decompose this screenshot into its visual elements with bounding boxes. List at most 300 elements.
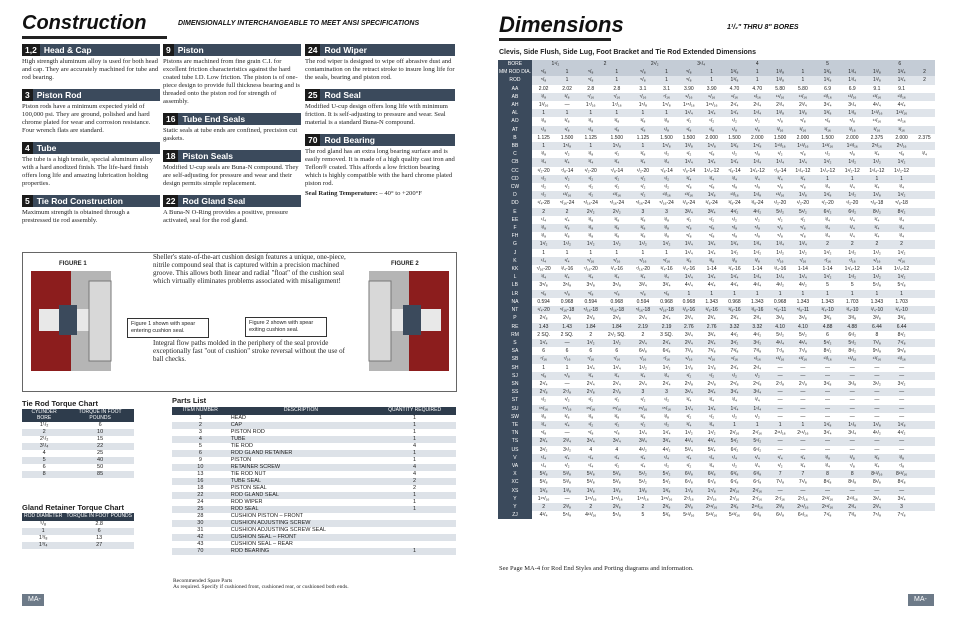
- dimension-value: ¹/₂: [754, 413, 760, 420]
- dimension-label: VA: [498, 462, 532, 470]
- section-heading: [305, 134, 455, 146]
- dimension-value: ³/₈: [889, 454, 914, 462]
- table-row: [172, 506, 456, 513]
- table-cell: 1: [413, 456, 417, 463]
- dimension-label: ROD: [498, 76, 532, 84]
- table-row: [172, 478, 456, 485]
- parts-note-2: As required. Specify if cushioned front, cushioned rear, or cushioned both ends.: [173, 584, 349, 590]
- table-cell: RETAINER SCREW: [229, 464, 373, 471]
- table-cell: 1³/₈: [38, 534, 48, 541]
- dimension-row: [498, 76, 935, 84]
- dimension-value: 1³/₈: [791, 109, 816, 117]
- table-row: [172, 548, 456, 555]
- dimension-value: 2¹¹/₁₆: [774, 430, 786, 437]
- section-heading: [163, 113, 301, 125]
- dimension-value: 3¹/₄: [724, 388, 745, 396]
- dimension-value: 1: [840, 290, 865, 298]
- dimension-value: ¹/₂: [631, 191, 655, 199]
- dimension-value: 8¹³/₁₆: [889, 470, 914, 478]
- dimension-value: 1¹/₄-12: [704, 167, 720, 174]
- dimension-value: 4¹/₄: [791, 339, 816, 347]
- dimension-value: —: [815, 437, 840, 445]
- dimension-value: 2: [840, 240, 865, 248]
- dimension-value: 2³/₄: [730, 315, 739, 322]
- dimension-value: 1¹/₈: [791, 191, 816, 199]
- dimension-value: ¹/₂: [800, 216, 806, 223]
- dimension-value: 6¹/₈: [776, 512, 785, 519]
- dimension-value: [914, 281, 935, 289]
- dimension-value: 1³/₄: [791, 240, 816, 248]
- dimension-value: ³/₄: [699, 421, 724, 429]
- dimension-value: 6: [826, 331, 829, 338]
- dimension-value: 6: [589, 348, 593, 355]
- dimension-value: ¹/₂: [541, 397, 547, 404]
- figure-1: [29, 261, 119, 381]
- dimension-value: 3: [655, 208, 679, 216]
- dimension-value: ¹/₂: [532, 191, 555, 199]
- dimension-value: ⁵/₈: [731, 184, 738, 191]
- dimension-value: 2¹/₄: [539, 380, 548, 387]
- dimension-value: ³/₈: [614, 233, 620, 240]
- dimension-value: 3.90: [683, 85, 694, 92]
- dimension-value: ¹³/₁₆: [770, 355, 791, 363]
- dimension-value: 4¹/₂: [639, 446, 647, 453]
- section-heading: [22, 44, 160, 56]
- dimension-value: ¹/₂: [686, 413, 692, 420]
- dimension-value: 1.343: [870, 298, 884, 305]
- dimension-value: 1³/₄: [889, 76, 914, 84]
- table-row: [172, 527, 456, 534]
- dimension-value: [914, 364, 935, 372]
- dimension-value: ¹/₂: [579, 175, 603, 183]
- dimension-value: ¹/₂: [564, 462, 570, 469]
- dimension-value: ³/₈: [541, 413, 547, 420]
- table-cell: 4: [413, 442, 417, 449]
- dimension-value: ¹/₂: [699, 372, 724, 380]
- dimension-value: ⁵/₈: [800, 151, 806, 158]
- dimension-value: ³/₄: [603, 372, 632, 380]
- dimension-value: 1: [665, 249, 668, 256]
- dimension-value: [914, 167, 935, 175]
- dimension-value: 2¹/₄: [631, 339, 655, 347]
- dimension-value: ⁷/₈-14: [728, 167, 741, 174]
- dimension-value: ³/₄: [754, 462, 760, 469]
- dimension-label: SA: [498, 347, 532, 355]
- table-cell: 1: [413, 498, 417, 505]
- dimension-value: 1.500: [560, 134, 574, 141]
- dimension-value: 2.19: [655, 323, 679, 331]
- table-row: [172, 415, 456, 422]
- dimension-value: ¹/₄: [724, 454, 745, 462]
- dimension-value: ¹/₂: [555, 175, 579, 183]
- table-row: [22, 542, 134, 549]
- dimension-value: ⁷/₁₆-20: [536, 266, 551, 273]
- dimension-value: 1¹/₂-12: [844, 167, 860, 174]
- dimension-label: D: [498, 191, 532, 199]
- dimension-value: 2⁷/₈: [555, 388, 579, 396]
- dimension-value: 6.9: [824, 85, 832, 92]
- dimension-value: 6⁹/₁₆: [797, 512, 808, 519]
- section-number: 18: [163, 150, 178, 162]
- dimension-value: 3³/₄: [655, 437, 679, 445]
- dimension-value: 1¹/₄: [724, 109, 745, 117]
- dimension-value: ³/₄: [631, 372, 655, 380]
- column-header: DESCRIPTION: [229, 407, 373, 415]
- dimension-value: ⁵/₈: [777, 184, 783, 191]
- dimension-value: ⁵/₈: [603, 290, 632, 298]
- dimension-value: 4¹/₄: [684, 282, 693, 289]
- dimension-label: LB: [498, 281, 532, 289]
- dimension-value: 4³/₄: [678, 437, 699, 445]
- dimension-value: 3³/₄: [699, 208, 724, 216]
- table-row: [22, 471, 134, 478]
- table-row: [172, 485, 456, 492]
- dimension-value: ⁵/₁₆-24: [635, 200, 651, 207]
- dimension-value: [914, 126, 935, 134]
- dimension-value: 4¹/₂: [873, 430, 881, 437]
- dimension-value: ⁷/₈-14: [773, 167, 787, 174]
- dimension-value: 2: [865, 240, 890, 248]
- dimension-value: 1¹/₄: [612, 364, 621, 371]
- dimension-value: 1¹/₈: [815, 191, 840, 199]
- dimension-value: ³/₄: [699, 175, 724, 183]
- dimension-value: ¹/₂: [686, 118, 692, 125]
- dimension-value: —: [564, 430, 570, 437]
- dimension-value: 2⁷/₈: [798, 380, 807, 387]
- dimension-value: ⁵/₈: [898, 151, 905, 158]
- table-cell: TUBE: [229, 436, 373, 443]
- seal-temperature-value: – 40° to +200°F: [379, 190, 422, 197]
- section-text: Static seals at tube ends are confined, precision cut gaskets.: [163, 127, 298, 142]
- dimension-value: —: [849, 413, 855, 420]
- page-subtitle: DIMENSIONALLY INTERCHANGEABLE TO MEET ANSI SPECIFICATIONS: [178, 20, 420, 27]
- dimensions-note: See Page MA-4 for Rod End Styles and Porting diagrams and information.: [499, 565, 694, 572]
- section-text: High strength aluminum alloy is used for both head and cap. They are accurately machined for tube and rod bearing.: [22, 58, 159, 81]
- table-row: [172, 520, 456, 527]
- dimension-value: 2.76: [699, 323, 724, 331]
- dimension-value: —: [791, 405, 816, 413]
- dimension-value: [914, 158, 935, 166]
- dimension-value: ³/₈: [541, 151, 547, 158]
- dimension-value: 8¹/₂: [897, 331, 906, 338]
- table-cell: 1: [373, 548, 456, 555]
- dimension-value: 2³/₈: [603, 503, 632, 511]
- dimension-label: RE: [498, 323, 532, 331]
- dimension-value: ¹/₂: [532, 175, 555, 183]
- dimension-row: [498, 191, 935, 199]
- dimension-value: ¹³/₁₆: [678, 191, 699, 199]
- dimension-value: ³/₄: [800, 462, 806, 469]
- dimension-value: 2: [555, 208, 579, 216]
- dimension-value: 1.43: [532, 323, 555, 331]
- dimension-value: [914, 413, 935, 421]
- dimension-value: 7³/₈: [753, 348, 762, 355]
- dimension-value: 1⁵/₈: [745, 142, 770, 150]
- dimension-value: 3³/₈: [823, 315, 832, 322]
- dimension-value: ³/₈: [588, 151, 594, 158]
- dimension-value: 1¹/₂: [865, 158, 890, 166]
- dimension-value: ⁷/₁₆-20: [583, 266, 598, 273]
- dimension-value: 1: [865, 290, 890, 298]
- dimension-value: 1³/₄: [745, 240, 770, 248]
- dimension-value: 1: [542, 364, 545, 371]
- rod-value: 2: [914, 68, 935, 76]
- dimension-value: ⁵/₈: [631, 290, 655, 298]
- dimension-value: ¹/₂: [731, 462, 737, 469]
- dimension-label: CW: [498, 183, 532, 191]
- dimension-value: 5¹/₂: [776, 331, 784, 338]
- dimension-value: [914, 421, 935, 429]
- seal-temperature: [305, 190, 455, 198]
- dimension-value: 1¹/₄: [678, 405, 699, 413]
- dimension-value: ¹/₂-20: [636, 167, 650, 174]
- dimension-value: 1¹/₄: [770, 273, 791, 281]
- dimension-value: 3⁵/₈: [562, 282, 572, 289]
- rod-value: 1: [603, 68, 632, 76]
- header-row: [22, 513, 134, 521]
- dimension-value: 4¹/₂: [724, 208, 745, 216]
- dimension-value: 5³/₈: [563, 479, 572, 486]
- dimension-value: 1¹/₄: [699, 109, 724, 117]
- dimension-value: 2¹/₄: [586, 380, 595, 387]
- section-title: Rod Seal: [324, 90, 361, 100]
- figure-2-label: FIGURE 2: [391, 261, 419, 267]
- dimension-value: 1¹⁵/₁₆: [611, 495, 623, 502]
- dimension-value: 4: [615, 446, 619, 453]
- dimension-value: 5¹/₂: [798, 331, 807, 338]
- dimension-value: ³/₈: [579, 224, 603, 232]
- section-title: Piston: [177, 45, 204, 55]
- dimension-value: ¹/₄: [555, 421, 579, 429]
- dimension-label: G: [498, 240, 532, 248]
- table-cell: 42: [172, 534, 229, 541]
- dimension-value: [914, 331, 935, 339]
- dimension-value: 3¹/₄: [823, 430, 832, 437]
- dimension-value: 1.500: [773, 134, 787, 141]
- dimension-value: —: [849, 397, 855, 404]
- dimension-value: 2⁷/₈: [532, 388, 555, 396]
- dimension-value: 5³/₈: [579, 470, 603, 478]
- dimension-value: 7³/₈: [684, 348, 693, 355]
- section-piston-rod: [22, 89, 160, 135]
- dimension-value: ³/₈: [840, 454, 865, 462]
- dimension-value: 4¹/₂: [662, 446, 671, 453]
- dimension-value: 3³/₄: [684, 331, 693, 338]
- table-cell: 6: [172, 450, 229, 457]
- dimension-value: ³/₄-10: [865, 306, 890, 314]
- table-cell: 6: [64, 528, 134, 535]
- dimension-value: 7¹/₈: [889, 339, 914, 347]
- section-title: Rod Bearing: [324, 135, 375, 145]
- dimension-row: [498, 93, 935, 101]
- dimension-value: ¹/₂: [709, 216, 715, 223]
- dimension-value: ⁵/₁₆: [579, 257, 603, 265]
- dimension-value: 2⁷/₈: [776, 380, 785, 387]
- table-cell: ROD GLAND RETAINER: [229, 450, 373, 457]
- dimension-value: 1¹/₂: [555, 240, 579, 248]
- table-cell: [373, 534, 456, 541]
- dimension-value: ³/₄: [889, 224, 914, 232]
- rod-value: 1: [791, 68, 816, 76]
- dimension-value: 2³/₄: [532, 437, 555, 445]
- dimension-value: ⁵/₈: [587, 430, 594, 437]
- dimension-value: ³/₈: [614, 413, 620, 420]
- dimension-value: ⁹/₁₆: [745, 93, 770, 101]
- section-number: 4: [22, 142, 33, 154]
- dimension-value: ³/₄: [825, 462, 831, 469]
- dimension-value: ³/₈: [745, 257, 770, 265]
- dimension-value: 1¹⁵/₁₆: [637, 495, 649, 502]
- dimension-value: 1¹/₄-12: [749, 167, 765, 174]
- dimension-value: ¹³/₁₆: [889, 93, 914, 101]
- dimension-row: [498, 364, 935, 372]
- dimension-row: [498, 347, 935, 355]
- dimension-value: ³/₈-16: [678, 306, 699, 314]
- dimension-value: ⁹/₁₆: [678, 93, 699, 101]
- dimensions-title: Dimensions: [499, 12, 624, 37]
- dimension-value: —: [840, 405, 865, 413]
- dimension-label: B: [498, 134, 532, 142]
- dimension-value: 1¹/₄: [699, 405, 724, 413]
- dimension-value: 1¹/₈: [889, 421, 914, 429]
- dimension-value: ⁵/₈: [686, 233, 692, 240]
- dimension-value: 1¹/₄: [724, 158, 745, 166]
- dimension-value: —: [840, 437, 865, 445]
- dimension-value: ³/₈: [678, 257, 699, 265]
- dimension-value: [914, 85, 935, 93]
- dimension-value: —: [865, 405, 890, 413]
- table-row: [172, 464, 456, 471]
- dimension-value: 2 SQ.: [560, 331, 574, 338]
- dimension-value: [914, 109, 935, 117]
- section-heading: [305, 44, 455, 56]
- dimension-value: ¹/₄: [655, 454, 679, 462]
- dimension-value: 3¹/₂: [539, 446, 548, 453]
- rod-value: 1³/₄: [840, 68, 865, 76]
- table-cell: 1: [373, 506, 456, 513]
- dimension-value: 1¹/₄: [745, 158, 770, 166]
- dimension-value: 1.84: [603, 323, 632, 331]
- dimension-value: 5³/₈: [532, 470, 555, 478]
- dimension-value: 2³/₈: [724, 503, 745, 511]
- dimension-value: ¹/₂: [579, 421, 603, 429]
- dimension-value: ¹/₄: [791, 454, 816, 462]
- dimension-value: ¹¹/₁₆: [791, 93, 816, 101]
- dimension-value: ³/₄: [825, 216, 831, 223]
- dimension-value: ³/₈: [640, 151, 646, 158]
- dimension-value: ¹⁵/₁₆: [603, 405, 632, 413]
- bore-label: BORE: [498, 60, 532, 68]
- parts-list-title: Parts List: [172, 396, 207, 405]
- table-row: [22, 535, 134, 542]
- section-rod-seal: [305, 89, 455, 127]
- table-cell: 1: [373, 422, 456, 429]
- dimension-value: ³/₄: [603, 273, 632, 281]
- table-cell: 2: [172, 422, 229, 429]
- dimension-label: S: [498, 339, 532, 347]
- dimension-value: ³/₈: [532, 93, 555, 101]
- dimension-value: ³/₈-16: [699, 306, 724, 314]
- rod-value: ⁵/₈: [532, 68, 555, 76]
- table-cell: ⁵/₈: [40, 520, 47, 527]
- dimension-value: ⁹/₁₆: [724, 93, 745, 101]
- dimension-value: 1: [603, 76, 632, 84]
- dimension-value: ³/₈: [555, 224, 579, 232]
- dimension-value: 2¹/₄: [730, 364, 739, 371]
- table-cell: 9: [198, 456, 202, 463]
- dimension-value: 1-14: [797, 266, 808, 273]
- dimension-row: [498, 298, 935, 306]
- section-title: Piston Seals: [182, 151, 234, 161]
- dimension-value: 1¹/₄-12: [820, 167, 836, 174]
- dimension-value: 3 SQ.: [660, 331, 673, 338]
- table-cell: 3: [198, 428, 202, 435]
- dimension-value: 1¹⁵/₁₆: [660, 495, 673, 502]
- dimension-value: 6⁷/₈: [753, 479, 762, 486]
- dimension-value: ⁵/₈: [532, 290, 555, 298]
- dimension-value: 1¹/₂: [840, 191, 865, 199]
- dimension-value: 5¹/₂: [655, 470, 679, 478]
- dimension-value: ⁷/₁₆-20: [635, 266, 650, 273]
- dimension-value: 1.343: [821, 298, 834, 305]
- dimension-value: [914, 372, 935, 380]
- dimension-value: 5³/₈: [555, 470, 579, 478]
- dimension-value: ¹³/₁₆: [770, 191, 791, 199]
- table-row: [22, 443, 134, 450]
- dimension-value: —: [849, 364, 855, 371]
- table-cell: 25: [172, 506, 229, 513]
- dimension-value: 2.000: [845, 134, 859, 141]
- dimension-value: —: [874, 413, 880, 420]
- parts-list-table: [172, 407, 456, 555]
- dimension-value: 2³/₄: [699, 339, 724, 347]
- dimension-row: [498, 323, 935, 331]
- dimension-value: 4.10: [770, 323, 791, 331]
- dimension-label: US: [498, 446, 532, 454]
- dimension-value: 1: [579, 142, 603, 150]
- dimension-row: [498, 265, 935, 273]
- dimension-value: 2³/₄: [684, 315, 693, 322]
- dimension-value: 1¹/₄: [791, 273, 816, 281]
- dimension-value: 6⁷/₈: [684, 479, 693, 486]
- dimension-value: 1¹/₂: [776, 249, 784, 256]
- dimension-value: ¹/₄: [699, 454, 724, 462]
- dimension-value: 6¹/₂: [753, 446, 762, 453]
- dimension-row: [498, 167, 935, 175]
- dimension-value: —: [564, 380, 570, 387]
- dimension-value: ³/₄: [678, 175, 699, 183]
- dimension-value: ¹⁵/₁₆: [532, 405, 555, 413]
- dimension-value: —: [770, 405, 791, 413]
- section-title: Rod Wiper: [324, 45, 367, 55]
- dimension-value: ¹³/₁₆: [865, 355, 890, 363]
- dimension-value: 8¹/₂: [889, 208, 914, 216]
- dimension-value: ¹/₂: [709, 413, 715, 420]
- table-row: [22, 521, 134, 528]
- dimension-value: 2⁷/₈: [603, 388, 632, 396]
- section-text: The tube is a high tensile, special aluminum alloy with a hard anodized finish. The life-hard finish offers long life and amazing lubrication holding properties.: [22, 156, 153, 187]
- dimension-value: ¹/₂: [588, 184, 594, 191]
- dimension-value: 2.02: [562, 85, 572, 92]
- dimension-value: ³/₄: [709, 462, 715, 469]
- dimension-value: ³/₈-24: [705, 200, 718, 207]
- dimension-value: ³/₄: [874, 184, 880, 191]
- dimension-value: 3.90: [706, 85, 717, 92]
- dimension-label: XC: [498, 478, 532, 486]
- dimension-label: AL: [498, 109, 532, 117]
- section-rod-gland-seal: [163, 195, 301, 225]
- dimension-row: [498, 117, 935, 125]
